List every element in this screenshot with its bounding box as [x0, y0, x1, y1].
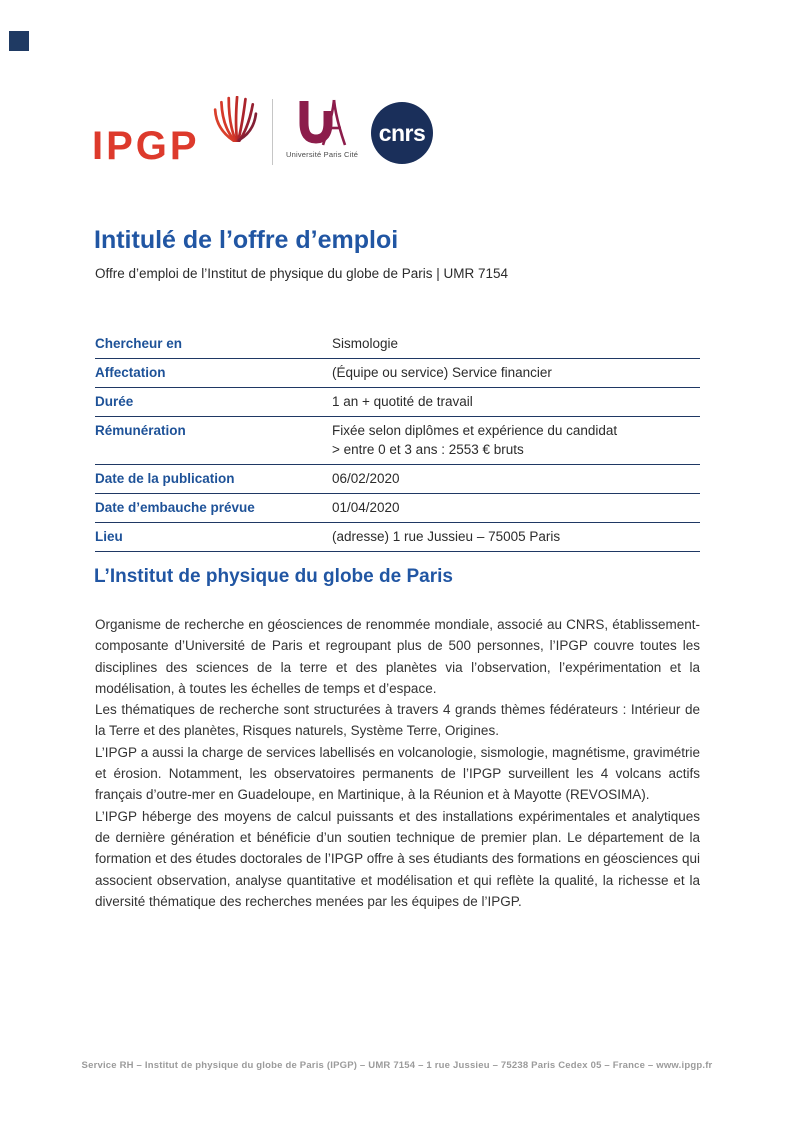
- table-row: [95, 417, 700, 465]
- row-label: Affectation: [95, 365, 166, 380]
- table-row: [95, 465, 700, 494]
- page-subtitle: Offre d’emploi de l’Institut de physique du globe de Paris | UMR 7154: [95, 266, 508, 281]
- row-value: (Équipe ou service) Service financier: [332, 365, 552, 380]
- body-paragraph: L’IPGP a aussi la charge de services labellisés en volcanologie, sismologie, magnétisme, gravimétrie et érosion. Notamment, les observatoires permanents de l’IPGP surveillent les 4 volcans actifs français d’outre-mer en Guadeloupe, en Martinique, à la Réunion et à Mayotte (REVOSIMA).: [95, 744, 700, 803]
- row-value: Fixée selon diplômes et expérience du candidat > entre 0 et 3 ans : 2553 € bruts: [332, 423, 618, 457]
- row-label: Rémunération: [95, 423, 186, 438]
- upc-logo-label: Université Paris Cité: [286, 150, 359, 159]
- cnrs-logo-badge: [371, 102, 433, 164]
- row-value: 01/04/2020: [332, 500, 400, 515]
- row-label: Date d’embauche prévue: [95, 500, 255, 515]
- row-value: Sismologie: [332, 336, 399, 351]
- row-label: Lieu: [95, 529, 123, 544]
- table-row: [95, 330, 700, 359]
- page-corner-marker: [9, 31, 29, 51]
- upc-u-eiffel-icon: [296, 99, 348, 147]
- row-value: (adresse) 1 rue Jussieu – 75005 Paris: [332, 529, 561, 544]
- table-row: [95, 494, 700, 523]
- table-row: [95, 388, 700, 417]
- row-label: Date de la publication: [95, 471, 235, 486]
- body-paragraph: Les thématiques de recherche sont structurées à travers 4 grands thèmes fédérateurs : Intérieur de la Terre et des planètes, Risques naturels, Système Terre, Origines.: [95, 702, 700, 739]
- row-value: 1 an + quotité de travail: [332, 394, 473, 409]
- table-row: [95, 523, 700, 552]
- info-table: [95, 330, 700, 552]
- section-heading: L’Institut de physique du globe de Paris: [94, 566, 453, 587]
- row-value: 06/02/2020: [332, 471, 400, 486]
- table-row: [95, 359, 700, 388]
- upc-logo: [286, 99, 358, 159]
- ipgp-globe-fan-icon: [212, 96, 258, 142]
- page-footer: Service RH – Institut de physique du globe de Paris (IPGP) – UMR 7154 – 1 rue Jussieu – 75238 Paris Cedex 05 – France – www.ipgp.fr: [81, 1060, 713, 1071]
- logo-separator: [272, 99, 273, 165]
- cnrs-logo-label: cnrs: [378, 119, 426, 146]
- ipgp-logo-wordmark: IPGP: [92, 124, 200, 168]
- row-label: Chercheur en: [95, 336, 183, 351]
- body-paragraphs: [95, 614, 700, 912]
- page-title: Intitulé de l’offre d’emploi: [94, 226, 399, 254]
- row-label: Durée: [95, 394, 134, 409]
- body-paragraph: Organisme de recherche en géosciences de renommée mondiale, associé au CNRS, établissement-composante d’Université de Paris et regroupant plus de 500 personnes, l’IPGP couvre toutes les disciplines des sciences de la terre et des planètes via l’observation, l’expérimentation et la modélisation, à toutes les échelles de temps et d’espace.: [95, 617, 700, 696]
- body-paragraph: L’IPGP héberge des moyens de calcul puissants et des installations expérimentales et analytiques de dernière génération et bénéficie d’un soutien technique de premier plan. Le département de la formation et des études doctorales de l’IPGP offre à ses étudiants des formations en géosciences qui associent observation, analyse quantitative et modélisation et qui reflète la qualité, la richesse et la diversité thématique des recherches menées par les équipes de l’IPGP.: [95, 808, 700, 909]
